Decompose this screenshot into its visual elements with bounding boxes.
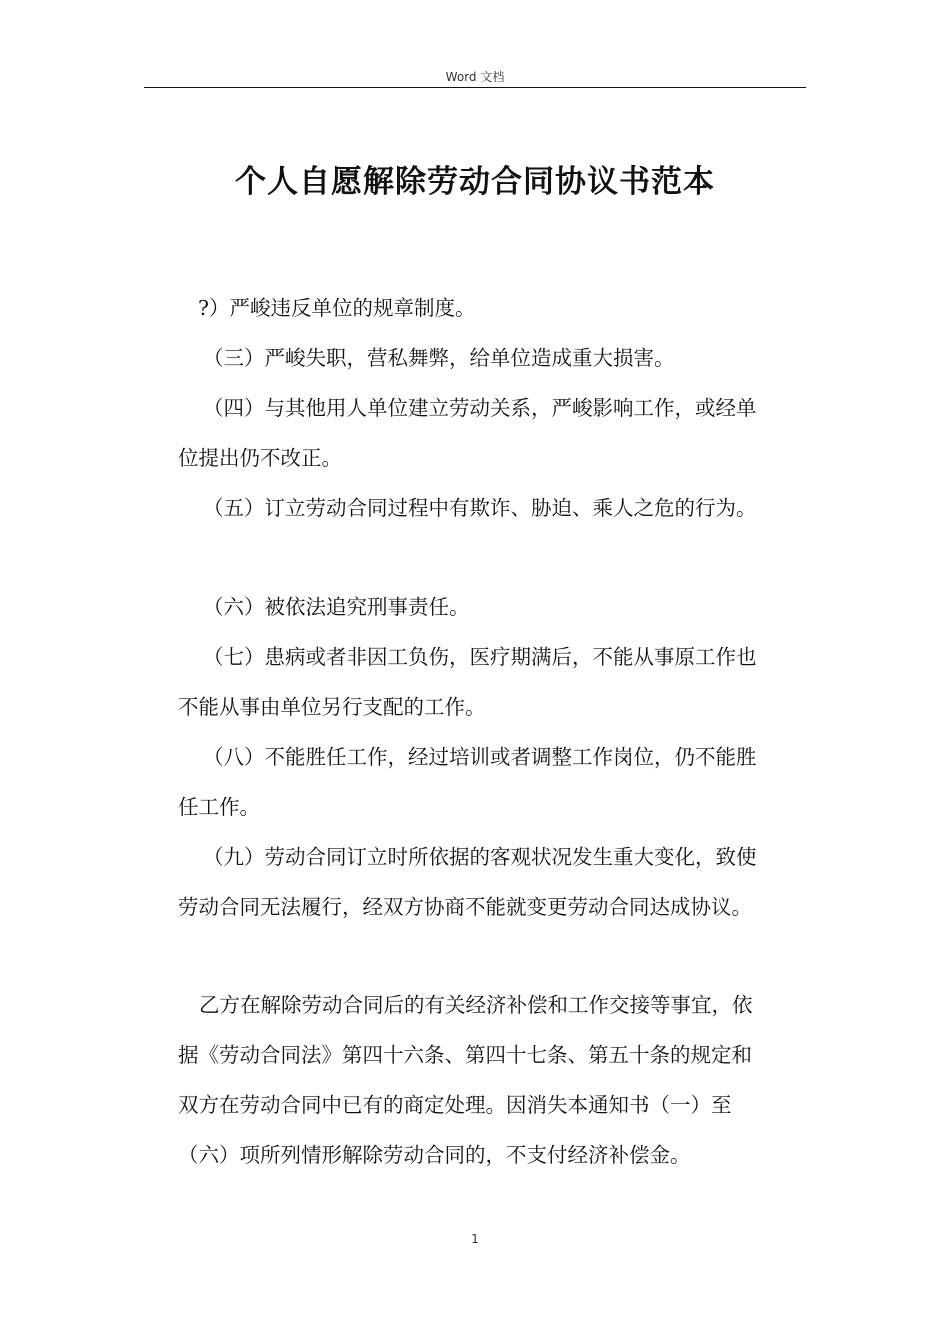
paragraph-line: 任工作。 bbox=[178, 795, 260, 819]
paragraph-line: （四）与其他用人单位建立劳动关系，严峻影响工作，或经单 bbox=[203, 396, 757, 420]
paragraph-line: 乙方在解除劳动合同后的有关经济补偿和工作交接等事宜，依 bbox=[199, 993, 753, 1017]
paragraph-line: （九）劳动合同订立时所依据的客观状况发生重大变化，致使 bbox=[203, 845, 757, 869]
page-number: 1 bbox=[471, 1232, 479, 1246]
paragraph-line: （五）订立劳动合同过程中有欺诈、胁迫、乘人之危的行为。 bbox=[203, 496, 757, 520]
header-divider bbox=[144, 87, 806, 88]
paragraph-line: （七）患病或者非因工负伤，医疗期满后，不能从事原工作也 bbox=[203, 645, 757, 669]
paragraph-line: （八）不能胜任工作，经过培训或者调整工作岗位，仍不能胜 bbox=[203, 745, 757, 769]
paragraph-line: 劳动合同无法履行，经双方协商不能就变更劳动合同达成协议。 bbox=[178, 895, 752, 919]
paragraph-line: （六）项所列情形解除劳动合同的，不支付经济补偿金。 bbox=[178, 1143, 691, 1167]
document-title: 个人自愿解除劳动合同协议书范本 bbox=[235, 164, 715, 200]
paragraph-line: 据《劳动合同法》第四十六条、第四十七条、第五十条的规定和 bbox=[178, 1043, 752, 1067]
header-label: Word 文档 bbox=[445, 70, 505, 84]
paragraph-line: ?）严峻违反单位的规章制度。 bbox=[198, 296, 476, 320]
paragraph-line: 不能从事由单位另行支配的工作。 bbox=[178, 695, 486, 719]
paragraph-line: （六）被依法追究刑事责任。 bbox=[203, 595, 470, 619]
paragraph-line: （三）严峻失职，营私舞弊，给单位造成重大损害。 bbox=[203, 346, 675, 370]
paragraph-line: 双方在劳动合同中已有的商定处理。因消失本通知书（一）至 bbox=[178, 1093, 732, 1117]
paragraph-line: 位提出仍不改正。 bbox=[178, 446, 342, 470]
